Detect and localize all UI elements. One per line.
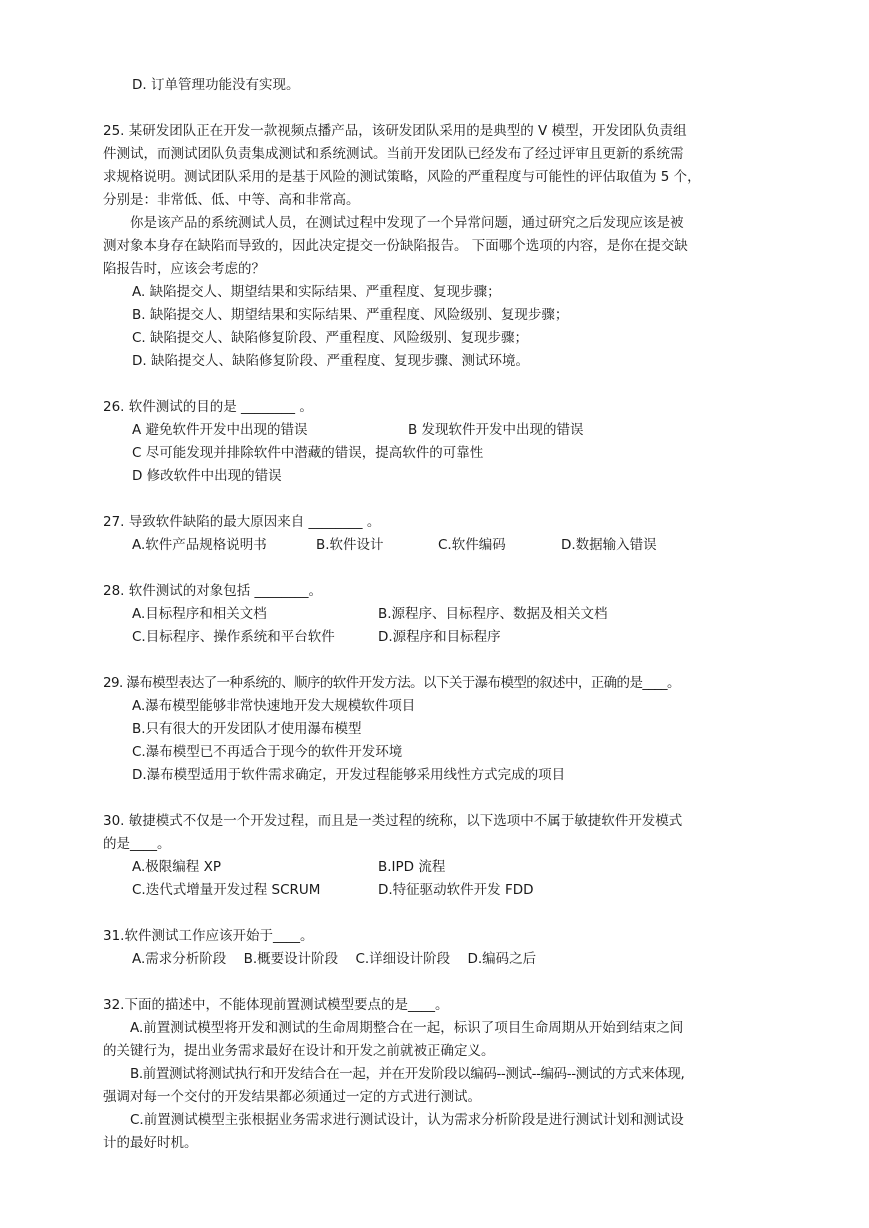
question-31 (103, 925, 773, 971)
option-c: C.详细设计阶段 (355, 951, 451, 967)
options-row (103, 856, 773, 879)
stem-line: 你是该产品的系统测试人员，在测试过程中发现了一个异常问题，通过研究之后发现应该是被 (130, 215, 684, 231)
option-a: A.需求分析阶段 (132, 951, 227, 967)
stem-line: 陷报告时，应该会考虑的？ (103, 261, 265, 277)
option-a-cont: 的关键行为，提出业务需求最好在设计和开发之前就被正确定义。 (103, 1043, 495, 1059)
option-c-cont: 计的最好时机。 (103, 1135, 198, 1151)
question-stem: 31.软件测试工作应该开始于____。 (103, 928, 314, 944)
options-row (103, 603, 773, 626)
option-c: C. 缺陷提交人、缺陷修复阶段、严重程度、风险级别、复现步骤； (132, 330, 529, 346)
option-d: D. 缺陷提交人、缺陷修复阶段、严重程度、复现步骤、测试环境。 (132, 353, 529, 369)
options-row (103, 879, 773, 902)
stem-line: 分别是：非常低、低、中等、高和非常高。 (103, 192, 360, 208)
option-a: A.极限编程 XP (132, 859, 221, 875)
options-row (103, 626, 773, 649)
question-stem: 29. 瀑布模型表达了一种系统的、顺序的软件开发方法。以下关于瀑布模型的叙述中，正确的是____。 (103, 675, 680, 691)
question-stem: 32.下面的描述中，不能体现前置测试模型要点的是____。 (103, 997, 449, 1013)
question-stem-cont: 的是____。 (103, 836, 171, 852)
option-a: A.瀑布模型能够非常快速地开发大规模软件项目 (132, 698, 416, 714)
option-c: C 尽可能发现并排除软件中潜藏的错误，提高软件的可靠性 (132, 445, 484, 461)
option-b: B 发现软件开发中出现的错误 (408, 422, 584, 438)
option-b: B.源程序、目标程序、数据及相关文档 (378, 606, 608, 622)
option-b: B. 缺陷提交人、期望结果和实际结果、严重程度、风险级别、复现步骤； (132, 307, 569, 323)
option-d: D.瀑布模型适用于软件需求确定，开发过程能够采用线性方式完成的项目 (132, 767, 566, 783)
options-row (103, 419, 773, 442)
question-stem: 30. 敏捷模式不仅是一个开发过程，而且是一类过程的统称，以下选项中不属于敏捷软件开发模式 (103, 813, 683, 829)
options-row (103, 948, 773, 971)
option-b: B.只有很大的开发团队才使用瀑布模型 (132, 721, 362, 737)
option-b-cont: 强调对每一个交付的开发结果都必须通过一定的方式进行测试。 (103, 1089, 481, 1105)
option-a: A.前置测试模型将开发和测试的生命周期整合在一起，标识了项目生命周期从开始到结束之间 (130, 1020, 684, 1036)
option-c: C.软件编码 (438, 537, 506, 553)
option-a: A.软件产品规格说明书 (132, 537, 267, 553)
question-stem: 27. 导致软件缺陷的最大原因来自 ________ 。 (103, 514, 381, 530)
option-c: C.目标程序、操作系统和平台软件 (132, 629, 335, 645)
option-d: D.数据输入错误 (561, 537, 657, 553)
option-a: A.目标程序和相关文档 (132, 606, 267, 622)
option-c: C.瀑布模型已不再适合于现今的软件开发环境 (132, 744, 403, 760)
question-30 (103, 810, 773, 902)
question-25 (103, 120, 773, 373)
option-b: B.IPD 流程 (378, 859, 446, 875)
option-d: D.源程序和目标程序 (378, 629, 501, 645)
option-b: B.概要设计阶段 (243, 951, 339, 967)
option-d: D.编码之后 (467, 951, 537, 967)
stem-line: 25. 某研发团队正在开发一款视频点播产品，该研发团队采用的是典型的 V 模型，开发团队负责组 (103, 123, 687, 139)
option-b: B.前置测试将测试执行和开发结合在一起，并在开发阶段以编码--测试--编码--测试的方式来体现, (130, 1066, 685, 1082)
option-b: B.软件设计 (316, 537, 384, 553)
question-stem: 26. 软件测试的目的是 ________ 。 (103, 399, 313, 415)
question-29 (103, 672, 773, 787)
question-stem: 28. 软件测试的对象包括 ________。 (103, 583, 323, 599)
stem-line: 件测试，而测试团队负责集成测试和系统测试。当前开发团队已经发布了经过评审且更新的系统需 (103, 146, 684, 162)
question-28 (103, 580, 773, 649)
option-d: D.特征驱动软件开发 FDD (378, 882, 534, 898)
question-26 (103, 396, 773, 488)
option-c: C.迭代式增量开发过程 SCRUM (132, 882, 321, 898)
question-24-tail (103, 74, 773, 97)
option-d: D 修改软件中出现的错误 (132, 468, 282, 484)
option-a: A 避免软件开发中出现的错误 (132, 422, 308, 438)
options-row (103, 534, 773, 557)
option-d: D. 订单管理功能没有实现。 (132, 77, 300, 93)
option-c: C.前置测试模型主张根据业务需求进行测试设计，认为需求分析阶段是进行测试计划和测试设 (130, 1112, 684, 1128)
question-32 (103, 994, 773, 1155)
option-a: A. 缺陷提交人、期望结果和实际结果、严重程度、复现步骤； (132, 284, 501, 300)
question-27 (103, 511, 773, 557)
stem-line: 求规格说明。测试团队采用的是基于风险的测试策略，风险的严重程度与可能性的评估取值为 5 个， (103, 169, 701, 185)
stem-line: 测对象本身存在缺陷而导致的，因此决定提交一份缺陷报告。 下面哪个选项的内容，是你在提交缺 (103, 238, 688, 254)
